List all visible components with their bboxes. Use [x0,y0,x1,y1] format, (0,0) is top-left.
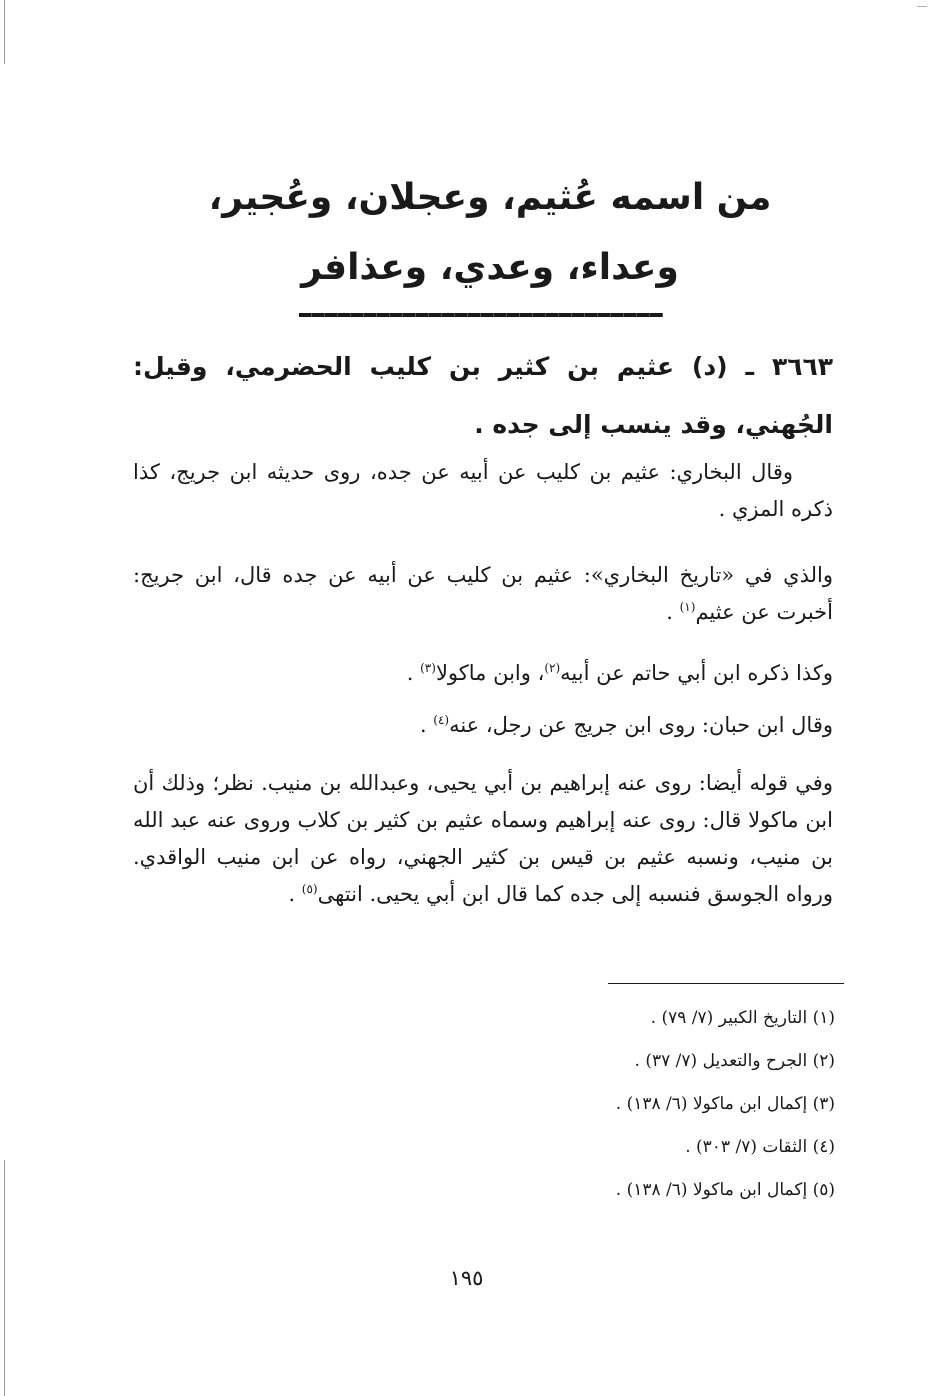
footnote-3: (٣) إكمال ابن ماكولا (٦/ ١٣٨) . [615,1094,835,1114]
paragraph-text: وقال ابن حبان: روى ابن جريج عن رجل، عنه [449,713,833,737]
paragraph-ibn-hibban [133,707,833,744]
chapter-heading-line-2: وعداء، وعدي، وعذافر [301,247,679,288]
footnote-separator [608,983,844,984]
footnote-5: (٥) إكمال ابن ماكولا (٦/ ١٣٨) . [615,1180,835,1200]
paragraph-bukhari: وقال البخاري: عثيم بن كليب عن أبيه عن جده، روى حديثه ابن جريج، كذا ذكره المزي . [133,460,833,521]
paragraph-end: . [288,882,302,906]
paragraph-critique [133,765,833,913]
footnote-1: (١) التاريخ الكبير (٧/ ٧٩) . [650,1008,835,1028]
paragraph-end: . [406,661,421,685]
paragraph-end: . [666,600,680,624]
chapter-heading-line-1: من اسمه عُثيم، وعجلان، وعُجير، [208,177,772,218]
paragraph-tarikh [133,557,833,631]
paragraph-text: وفي قوله أيضا: روى عنه إبراهيم بن أبي يحيى، وعبدالله بن منيب. نظر؛ وذلك أن ابن ماكولا قال: روى عنه إبراهيم وسماه عثيم بن كثير بن كلاب وروى عنه عبد الله بن منيب، ونسبه عثيم بن قيس بن كثير الجهني، رواه عن ابن منيب الواقدي. ورواه الجوسق فنسبه إلى جده كما قال ابن أبي يحيى. انتهى [133,771,833,906]
scan-edge-mark [917,6,927,7]
paragraph-text: ، وابن ماكولا [435,661,545,685]
paragraph-text: والذي في «تاريخ البخاري»: عثيم بن كليب عن أبيه عن جده قال، ابن جريج: أخبرت عن عثيم [133,563,833,624]
footnote-4: (٤) الثقات (٧/ ٣٠٣) . [685,1137,835,1157]
page-number: ١٩٥ [449,1266,484,1290]
entry-heading: ٣٦٦٣ ـ (د) عثيم بن كثير بن كليب الحضرمي، وقيل: الجُهني، وقد ينسب إلى جده . [133,352,833,439]
footnote-marker-5[interactable]: (٥) [301,882,318,896]
scan-edge-line [4,0,5,64]
paragraph-text: وكذا ذكره ابن أبي حاتم عن أبيه [560,661,833,685]
footnote-2: (٢) الجرح والتعديل (٧/ ٣٧) . [634,1051,835,1071]
heading-divider [299,313,663,317]
footnote-marker-3[interactable]: (٣) [420,661,436,675]
footnote-marker-1[interactable]: (١) [679,600,696,614]
footnote-marker-2[interactable]: (٢) [544,661,561,675]
paragraph-end: . [419,713,434,737]
paragraph-abi-hatim [133,655,833,692]
footnote-marker-4[interactable]: (٤) [433,713,450,727]
